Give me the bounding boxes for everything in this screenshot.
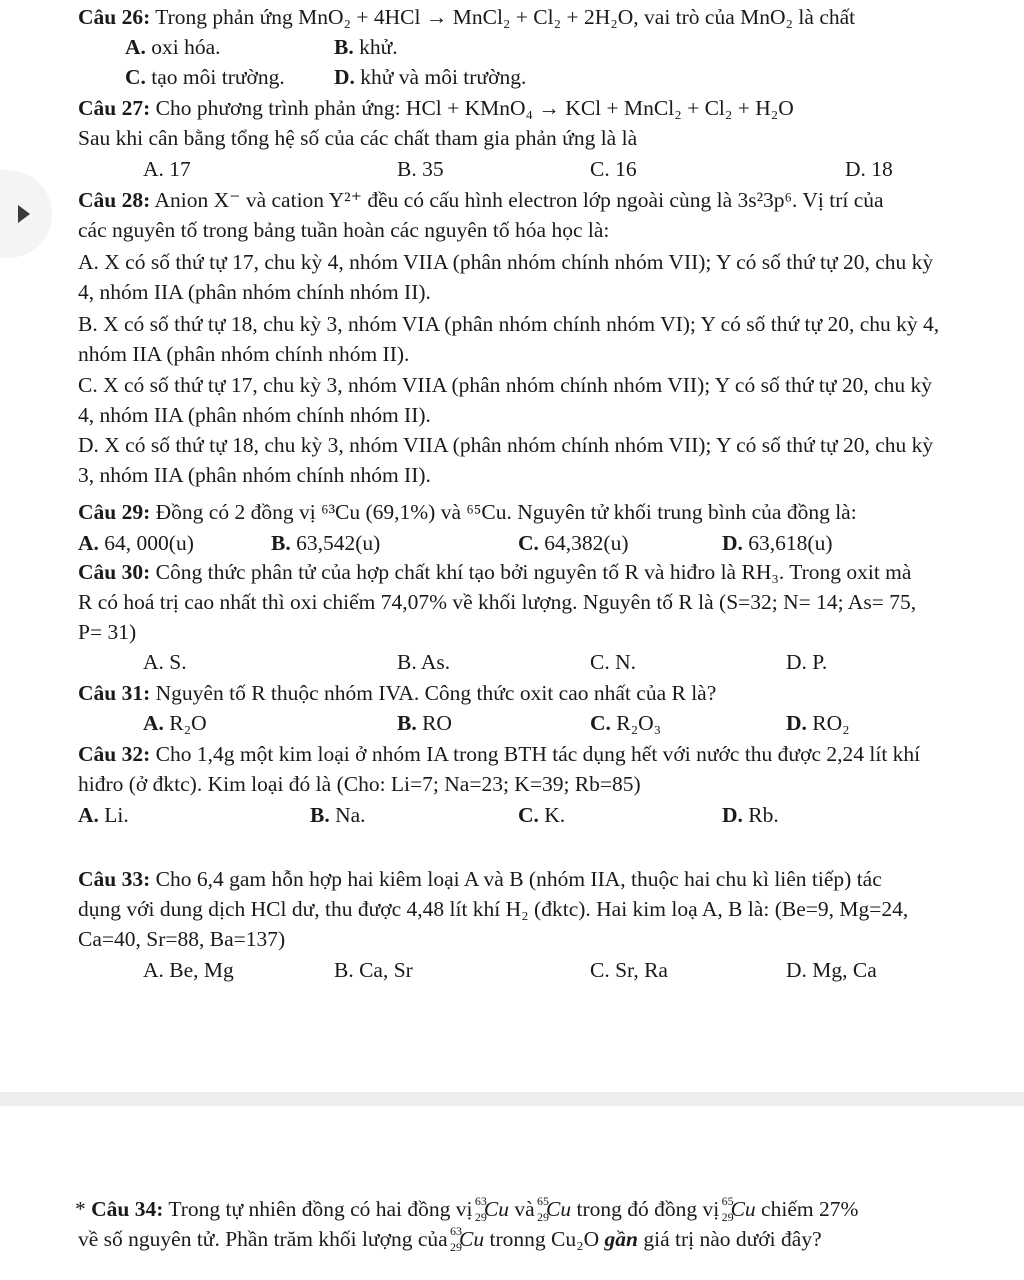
question-label: Câu 28:: [78, 188, 151, 212]
isotope-cu63: 63 29 Cu: [450, 1224, 485, 1254]
option-d: D. khử và môi trường.: [334, 65, 527, 89]
question-30-line3: P= 31): [78, 620, 137, 644]
option-b: B. Ca, Sr: [334, 958, 413, 982]
option-c: C. tạo môi trường.: [125, 65, 285, 89]
option-a: A. oxi hóa.: [125, 35, 221, 59]
option-b: B. As.: [397, 650, 451, 674]
play-arrow-icon: [14, 204, 34, 224]
question-page-2: [0, 1106, 1024, 1280]
option-a: A. 17: [143, 157, 191, 181]
question-label: Câu 34:: [91, 1197, 164, 1221]
isotope-cu65: 65 29 Cu: [721, 1194, 756, 1224]
question-33-line2: dụng với dung dịch HCl dư, thu được 4,48 lít khí H₂ (đktc). Hai kim loạ A, B là: (Be=9, Mg=24,: [78, 897, 909, 921]
option-a: A. S.: [143, 650, 187, 674]
option-a: A. Be, Mg: [143, 958, 234, 982]
option-d: D. Rb.: [722, 803, 779, 827]
isotope-cu63: 63 29 Cu: [474, 1194, 509, 1224]
question-31: Câu 31: Nguyên tố R thuộc nhóm IVA. Công thức oxit cao nhất của R là?: [78, 681, 717, 705]
option-d: D. 63,618(u): [722, 531, 833, 555]
option-b: B. RO: [397, 711, 452, 735]
question-33-line3: Ca=40, Sr=88, Ba=137): [78, 927, 286, 951]
option-d-cont: 3, nhóm IIA (phân nhóm chính nhóm II).: [78, 463, 431, 487]
question-32-line2: hiđro (ở đktc). Kim loại đó là (Cho: Li=7; Na=23; K=39; Rb=85): [78, 772, 641, 796]
option-c: C. K.: [518, 803, 566, 827]
option-c: C. 64,382(u): [518, 531, 629, 555]
question-34-line2: về số nguyên tử. Phần trăm khối lượng của 63 29 Cu tronng Cu₂O gần giá trị nào dưới đây?: [78, 1224, 822, 1254]
question-28: Câu 28: Anion X⁻ và cation Y²⁺ đều có cấu hình electron lớp ngoài cùng là 3s²3p⁶. Vị trí của: [78, 188, 884, 212]
option-a: A. 64, 000(u): [78, 531, 194, 555]
question-29: Câu 29: Đồng có 2 đồng vị ⁶³Cu (69,1%) và ⁶⁵Cu. Nguyên tử khối trung bình của đồng là:: [78, 500, 857, 524]
option-a-cont: 4, nhóm IIA (phân nhóm chính nhóm II).: [78, 280, 431, 304]
option-b: B. X có số thứ tự 18, chu kỳ 3, nhóm VIA (phân nhóm chính nhóm VI); Y có số thứ tự 20, chu kỳ 4,: [78, 312, 940, 336]
option-a: A. X có số thứ tự 17, chu kỳ 4, nhóm VIIA (phân nhóm chính nhóm VII); Y có số thứ tự 20, chu kỳ: [78, 250, 934, 274]
question-30: Câu 30: Công thức phân tử của hợp chất khí tạo bởi nguyên tố R và hiđro là RH₃. Trong oxit mà: [78, 560, 912, 584]
question-label: Câu 33:: [78, 867, 151, 891]
option-c: C. Sr, Ra: [590, 958, 668, 982]
question-27: Câu 27: Cho phương trình phản ứng: HCl + KMnO₄ → KCl + MnCl₂ + Cl₂ + H₂O: [78, 96, 794, 120]
option-b: B. Na.: [310, 803, 366, 827]
option-c-cont: 4, nhóm IIA (phân nhóm chính nhóm II).: [78, 403, 431, 427]
question-27-line2: Sau khi cân bằng tổng hệ số của các chất tham gia phản ứng là là: [78, 126, 638, 150]
isotope-cu65: 65 29 Cu: [537, 1194, 572, 1224]
option-b-cont: nhóm IIA (phân nhóm chính nhóm II).: [78, 342, 410, 366]
question-label: Câu 32:: [78, 742, 151, 766]
question-label: Câu 31:: [78, 681, 151, 705]
option-b: B. 63,542(u): [271, 531, 381, 555]
question-33: Câu 33: Cho 6,4 gam hỗn hợp hai kiêm loại A và B (nhóm IIA, thuộc hai chu kì liên tiếp) tác: [78, 867, 882, 891]
option-c: C. N.: [590, 650, 636, 674]
question-26: Câu 26: Trong phản ứng MnO₂ + 4HCl → MnCl₂ + Cl₂ + 2H₂O, vai trò của MnO₂ là chất: [78, 5, 856, 29]
option-a: A. Li.: [78, 803, 129, 827]
option-c: C. X có số thứ tự 17, chu kỳ 3, nhóm VIIA (phân nhóm chính nhóm VII); Y có số thứ tự 20, chu kỳ: [78, 373, 932, 397]
option-d: D. P.: [786, 650, 828, 674]
question-label: Câu 30:: [78, 560, 151, 584]
question-label: Câu 27:: [78, 96, 151, 120]
question-28-line2: các nguyên tố trong bảng tuần hoàn các nguyên tố hóa học là:: [78, 218, 610, 242]
question-34: * Câu 34: Trong tự nhiên đồng có hai đồng vị 63 29 Cu và 65 29 Cu trong đó đồng vị 65 29 Cu chiếm 27%: [75, 1194, 859, 1224]
option-b: B. 35: [397, 157, 444, 181]
option-d: D. RO₂: [786, 711, 850, 735]
option-a: A. R₂O: [143, 711, 207, 735]
option-d: D. 18: [845, 157, 893, 181]
reaction-equation: MnO₂ + 4HCl → MnCl₂ + Cl₂ + 2H₂O: [298, 5, 634, 29]
option-d: D. Mg, Ca: [786, 958, 877, 982]
question-32: Câu 32: Cho 1,4g một kim loại ở nhóm IA trong BTH tác dụng hết với nước thu được 2,24 lít khí: [78, 742, 921, 766]
option-c: C. 16: [590, 157, 637, 181]
option-b: B. khử.: [334, 35, 398, 59]
option-d: D. X có số thứ tự 18, chu kỳ 3, nhóm VIIA (phân nhóm chính nhóm VII); Y có số thứ tự 20, chu kỳ: [78, 433, 934, 457]
question-label: Câu 26:: [78, 5, 151, 29]
option-c: C. R₂O₃: [590, 711, 662, 735]
question-30-line2: R có hoá trị cao nhất thì oxi chiếm 74,07% về khối lượng. Nguyên tố R là (S=32; N= 14; As= 75,: [78, 590, 917, 614]
page-divider: [0, 1092, 1024, 1106]
question-label: Câu 29:: [78, 500, 151, 524]
